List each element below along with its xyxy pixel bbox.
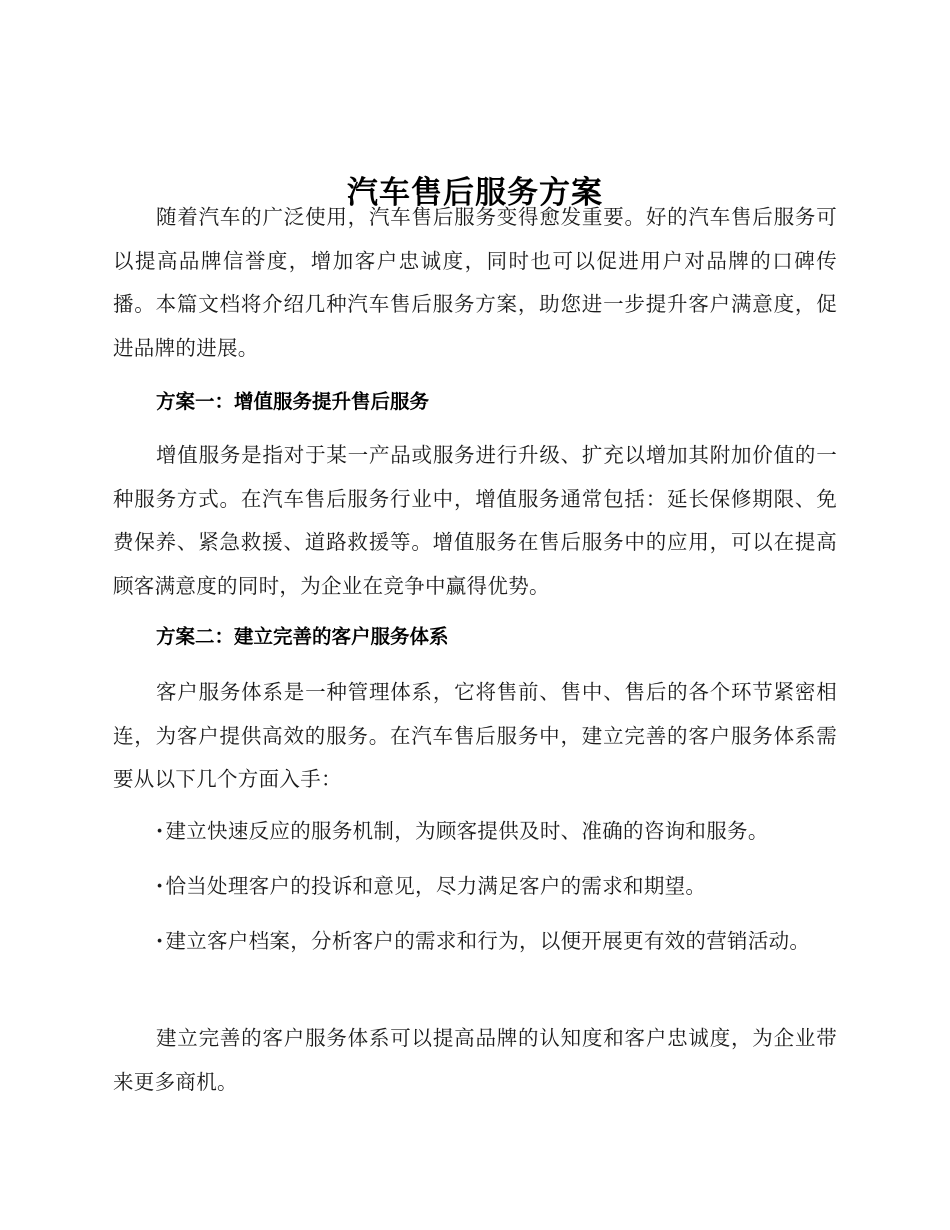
bullet-item-1 [113,810,813,854]
bullet-icon: · [156,874,164,898]
bullet-icon: · [156,929,164,953]
bullet-text-2: 恰当处理客户的投诉和意见，尽力满足客户的需求和期望。 [165,874,707,898]
section2-heading: 方案二：建立完善的客户服务体系 [156,625,449,648]
section1-heading: 方案一：增值服务提升售后服务 [156,390,430,413]
section1-body: 增值服务是指对于某一产品或服务进行升级、扩充以增加其附加价值的一种服务方式。在汽车售后服务行业中，增值服务通常包括：延长保修期限、免费保养、紧急救援、道路救援等。增值服务在售后服务中的应用，可以在提高顾客满意度的同时，为企业在竞争中赢得优势。 [113,443,837,598]
bullet-text-1: 建立快速反应的服务机制，为顾客提供及时、准确的咨询和服务。 [165,819,769,843]
intro-paragraph: 随着汽车的广泛使用，汽车售后服务变得愈发重要。好的汽车售后服务可以提高品牌信誉度，增加客户忠诚度，同时也可以促进用户对品牌的口碑传播。本篇文档将介绍几种汽车售后服务方案，助您进一步提升客户满意度，促进品牌的进展。 [113,205,837,360]
bullet-icon: · [156,819,164,843]
document-title: 汽车售后服务方案 [347,174,603,211]
section2-conclusion: 建立完善的客户服务体系可以提高品牌的认知度和客户忠诚度，为企业带来更多商机。 [113,1026,837,1094]
bullet-item-2 [113,865,813,909]
section2-body: 客户服务体系是一种管理体系，它将售前、售中、售后的各个环节紧密相连，为客户提供高效的服务。在汽车售后服务中，建立完善的客户服务体系需要从以下几个方面入手： [113,680,837,791]
bullet-item-3 [113,920,813,964]
bullet-text-3: 建立客户档案，分析客户的需求和行为，以便开展更有效的营销活动。 [165,929,811,953]
